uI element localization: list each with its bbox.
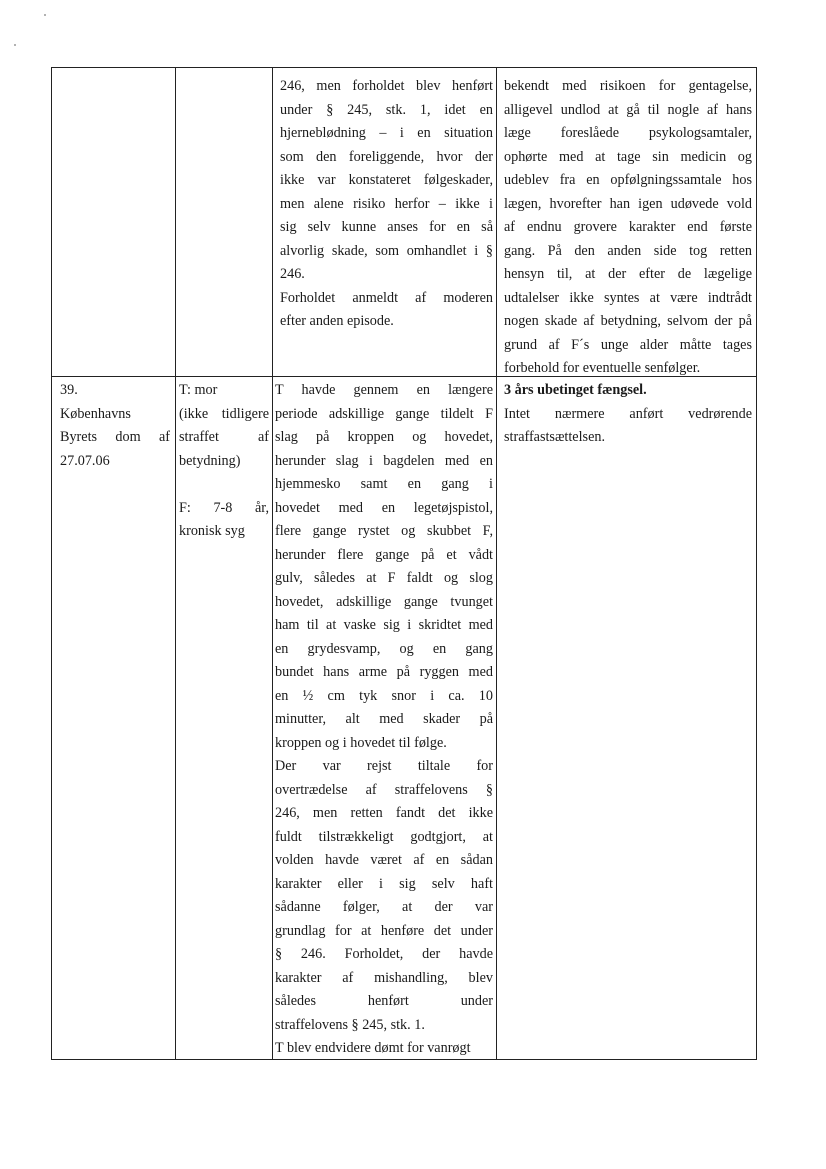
text-line: herunder slag i bagdelen med en — [275, 452, 493, 469]
text-line: 27.07.06 — [60, 452, 110, 469]
text-line: herunder flere gange på et vådt — [275, 546, 493, 563]
text-line: hjemmesko samt en gang i — [275, 476, 493, 492]
text-line: en grydesvamp, og en gang — [275, 640, 493, 657]
text-line: som den foreliggende, hvor der — [280, 148, 493, 165]
text-line: sig selv kunne anses for en så — [280, 219, 493, 235]
text-line: Byrets dom af — [60, 429, 170, 445]
table-border-top — [51, 67, 757, 68]
text-line: grund af F´s unge alder måtte tages — [504, 336, 752, 353]
text-line: 3 års ubetinget fængsel. — [504, 382, 647, 398]
text-line: udeblev fra en opfølgningssamtale hos — [504, 172, 752, 188]
text-line: bundet hans arme på ryggen med — [275, 664, 493, 680]
text-line: alvorlig skade, som omhandlet i § — [280, 242, 493, 259]
row-2-parties-cell — [179, 379, 269, 544]
row-1-sentence-cell — [504, 75, 752, 381]
text-line: slag på kroppen og hovedet, — [275, 429, 493, 445]
text-line: betydning) — [179, 452, 241, 469]
text-line: flere gange rystet og skubbet F, — [275, 523, 493, 539]
row-2-facts-cell — [275, 379, 493, 1061]
text-line: en ½ cm tyk snor i ca. 10 — [275, 687, 493, 704]
text-line: Forholdet anmeldt af moderen — [280, 289, 493, 306]
text-line: 246, men retten fandt det ikke — [275, 805, 493, 821]
text-line: T: mor — [179, 382, 218, 398]
text-line: karakter eller i sig selv haft — [275, 875, 493, 892]
text-line: ophørte med at tage sin medicin og — [504, 148, 752, 165]
row-2-sentence-cell — [504, 379, 752, 450]
text-line: under § 245, stk. 1, idet en — [280, 101, 493, 118]
scan-speck — [14, 44, 16, 46]
text-line: sådanne følger, at der var — [275, 899, 493, 915]
text-line: kronisk syg — [179, 523, 245, 539]
row-2-case-cell — [60, 379, 170, 473]
text-line: gulv, således at F faldt og slog — [275, 570, 493, 586]
text-line: straffet af — [179, 429, 269, 445]
text-line: 246, men forholdet blev henført — [280, 78, 493, 94]
case-table — [51, 67, 757, 1060]
text-line: ikke var konstateret følgeskader, — [280, 172, 493, 188]
scan-speck — [44, 14, 46, 16]
text-line: nogen skade af betydning, selvom der på — [504, 313, 752, 329]
text-line: men alene risiko herfor – ikke i — [280, 195, 493, 212]
column-divider — [496, 67, 497, 1060]
table-border-right — [756, 67, 757, 1060]
table-border-left — [51, 67, 52, 1060]
text-line: § 246. Forholdet, der havde — [275, 946, 493, 962]
text-line: straffastsættelsen. — [504, 429, 606, 445]
text-line: 39. — [60, 382, 78, 398]
text-line: gang. På den anden side tog retten — [504, 242, 752, 259]
text-line: udtalelser ikke syntes at være indtrådt — [504, 289, 752, 306]
text-line: Der var rejst tiltale for — [275, 758, 493, 774]
text-line: volden havde været af en sådan — [275, 852, 493, 868]
text-line: lægen, hvorefter han igen udøvede vold — [504, 195, 752, 212]
text-line: Københavns — [60, 405, 131, 422]
text-line: straffelovens § 245, stk. 1. — [275, 1016, 425, 1033]
text-line: bekendt med risikoen for gentagelse, — [504, 78, 752, 94]
column-divider — [175, 67, 176, 1060]
column-divider — [272, 67, 273, 1060]
text-line: læge foreslåede psykologsamtaler, — [504, 125, 752, 141]
text-line: hjerneblødning – i en situation — [280, 125, 493, 141]
text-line: hensyn til, at der efter de lægelige — [504, 266, 752, 282]
text-line: overtrædelse af straffelovens § — [275, 781, 493, 798]
text-line: Intet nærmere anført vedrørende — [504, 405, 752, 422]
text-line: forbehold for eventuelle senfølger. — [504, 360, 701, 376]
text-line — [179, 473, 269, 497]
text-line: efter anden episode. — [280, 313, 394, 329]
text-line: fuldt tilstrækkeligt godtgjort, at — [275, 828, 493, 845]
text-line: alligevel undlod at gå til nogle af hans — [504, 101, 752, 118]
row-1-facts-cell — [280, 75, 493, 334]
text-line: ham til at vaske sig i skridtet med — [275, 617, 493, 633]
text-line: kroppen og i hovedet til følge. — [275, 734, 447, 751]
text-line: periode adskillige gange tildelt F — [275, 405, 493, 422]
text-line: hovedet med en legetøjspistol, — [275, 499, 493, 516]
text-line: således henført under — [275, 993, 493, 1009]
text-line: hovedet, adskillige gange tvunget — [275, 593, 493, 610]
text-line: (ikke tidligere — [179, 405, 269, 422]
text-line: T havde gennem en længere — [275, 382, 493, 398]
text-line: af endnu grovere karakter end første — [504, 219, 752, 235]
text-line: grundlag for at henføre det under — [275, 922, 493, 939]
text-line: 246. — [280, 266, 305, 282]
text-line: T blev endvidere dømt for vanrøgt — [275, 1040, 471, 1056]
text-line: F: 7-8 år, — [179, 499, 269, 516]
text-line: minutter, alt med skader på — [275, 711, 493, 727]
text-line: karakter af mishandling, blev — [275, 969, 493, 986]
